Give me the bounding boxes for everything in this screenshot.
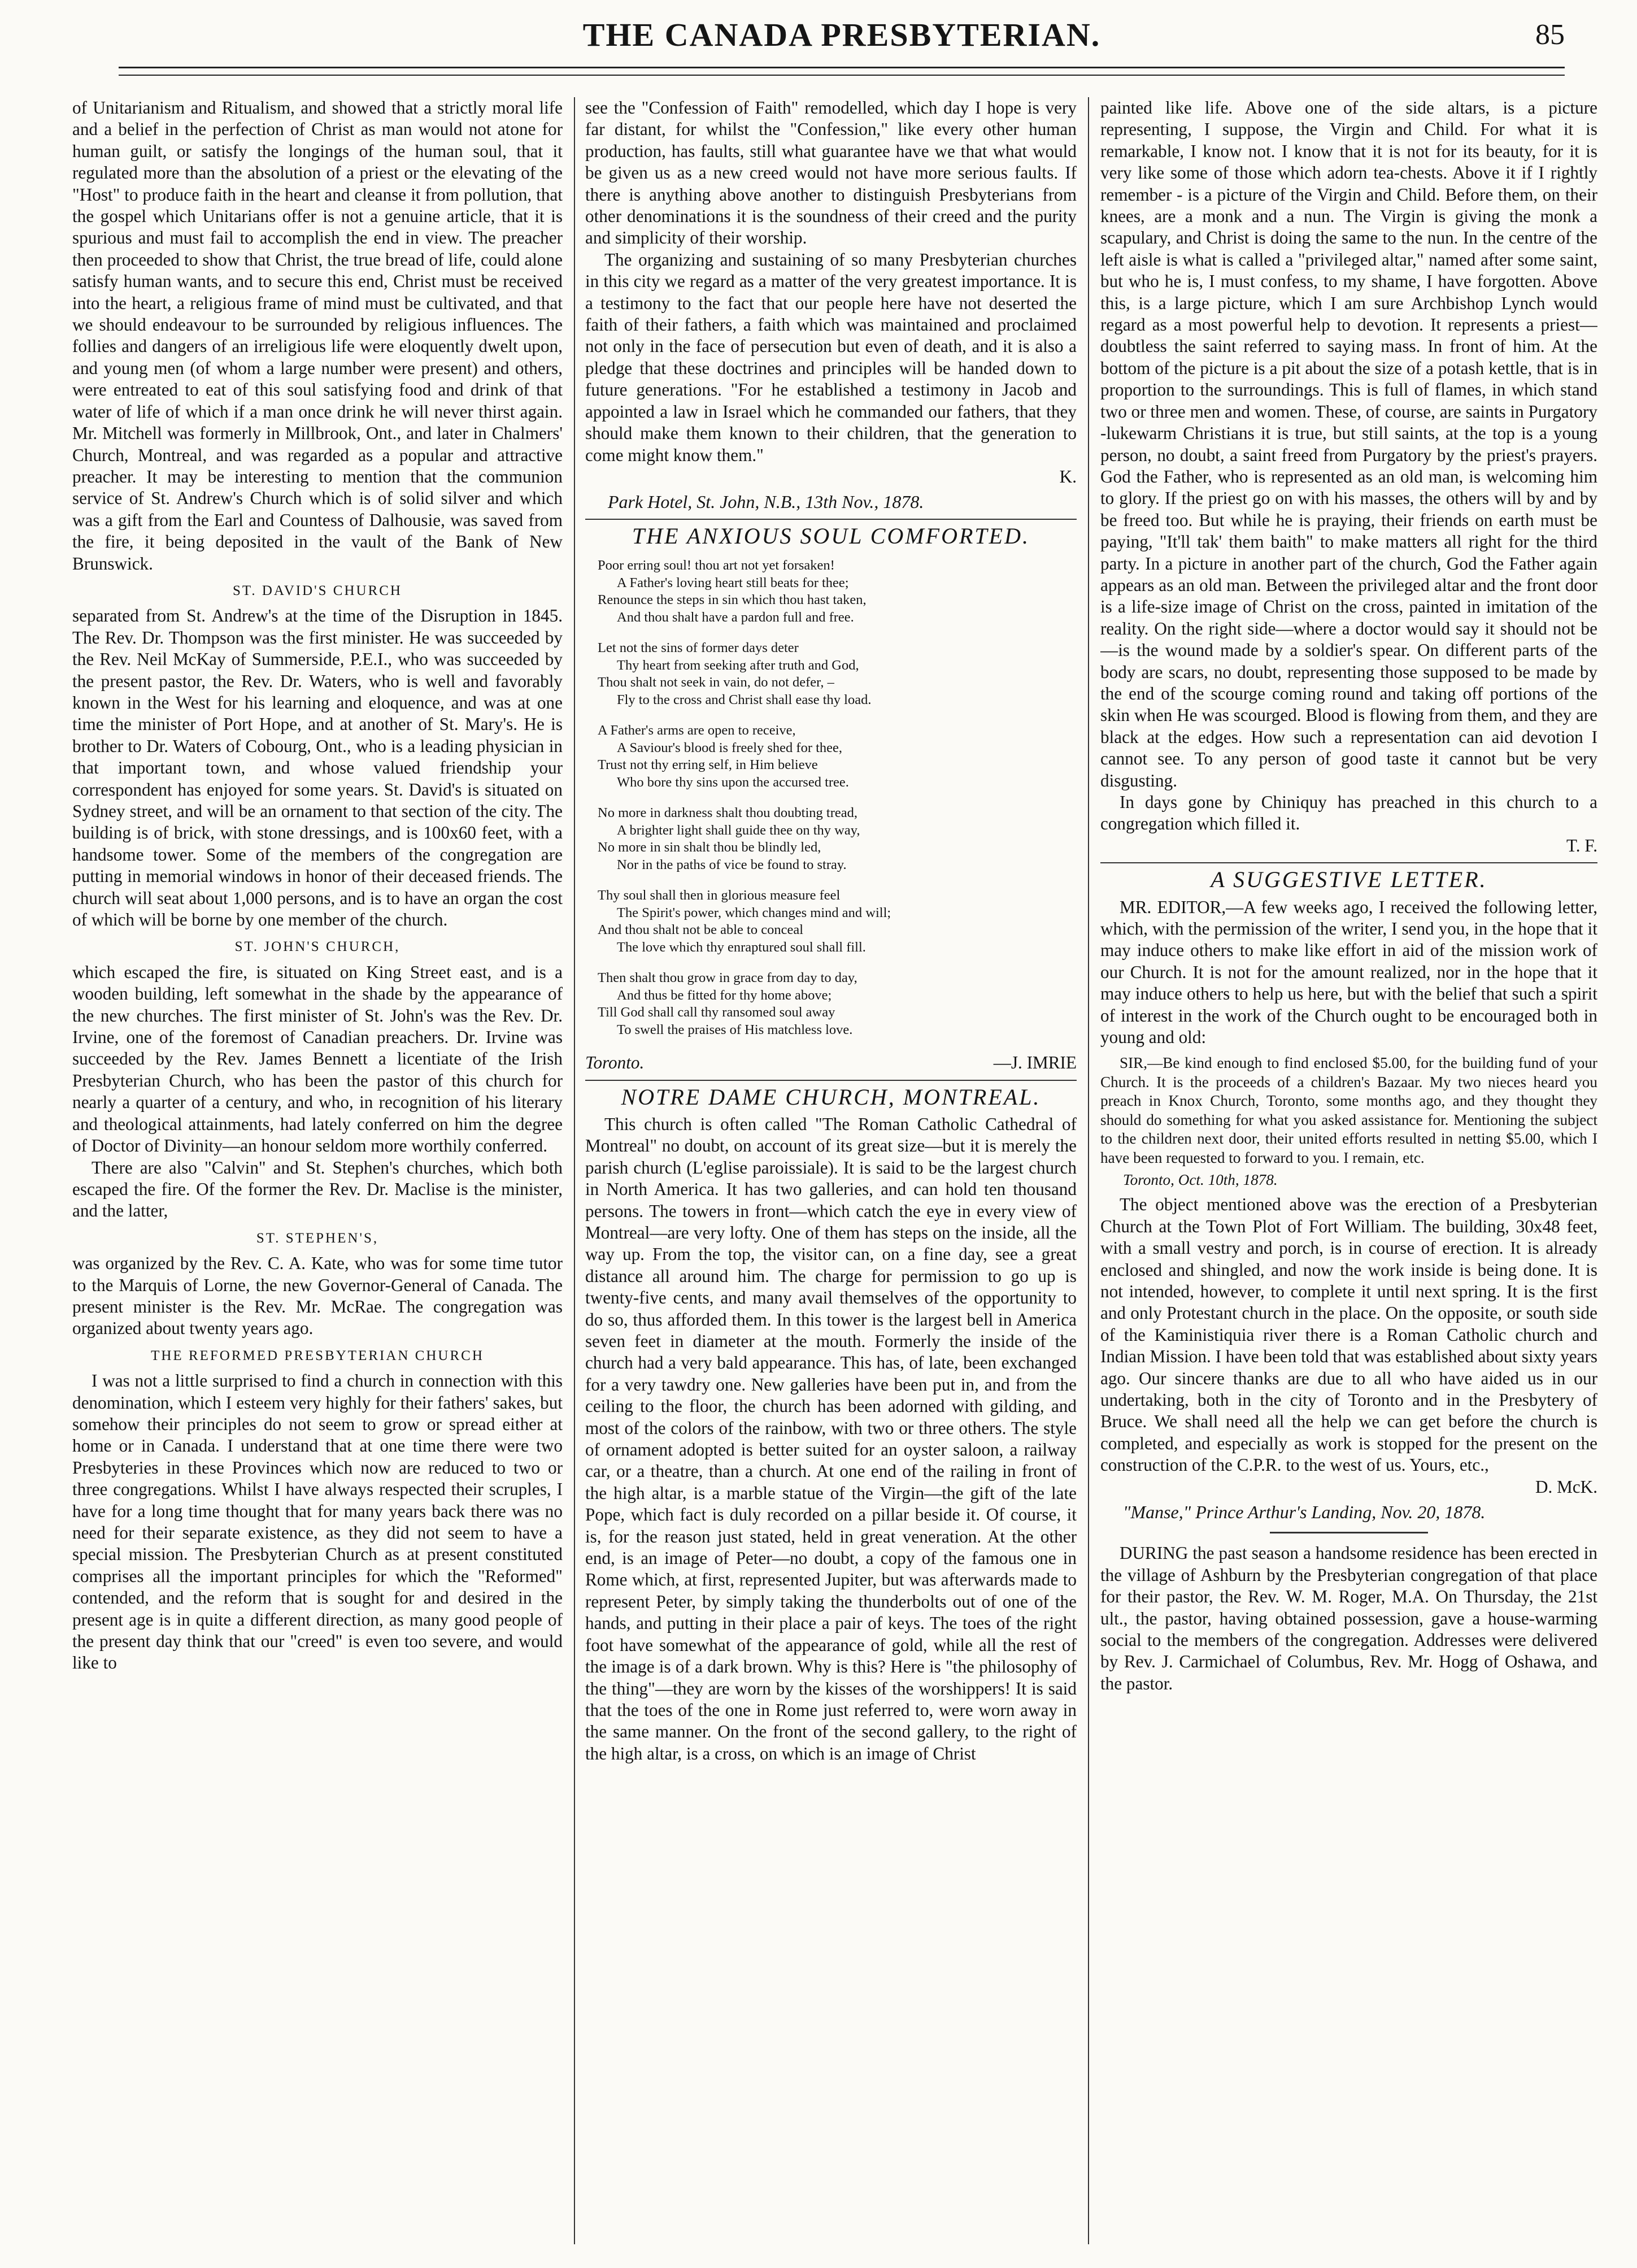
- column-3: [1100, 97, 1597, 2256]
- poem-line: A brighter light shall guide thee on thy way,: [617, 822, 860, 838]
- article-title-suggestive-letter: A SUGGESTIVE LETTER.: [1211, 867, 1487, 893]
- poem-line: Then shalt thou grow in grace from day to day,: [598, 970, 857, 986]
- poem-line: Thy soul shall then in glorious measure feel: [598, 888, 841, 903]
- signature-row: [1100, 1476, 1597, 1498]
- section-heading-reformed: THE REFORMED PRESBYTERIAN CHURCH: [151, 1348, 484, 1363]
- signature-row: [1100, 835, 1597, 857]
- poem-place: Toronto.: [585, 1053, 645, 1073]
- signature: K.: [1059, 466, 1077, 486]
- article-paragraph: There are also "Calvin" and St. Stephen's churches, which both escaped the fire. Of the former the Rev. Dr. Maclise is the minister, and the latter,: [72, 1157, 563, 1221]
- poem-stanza: [598, 805, 1077, 874]
- poem-line: Renounce the steps in sin which thou hast taken,: [598, 592, 867, 608]
- poem-author: —J. IMRIE: [993, 1053, 1077, 1073]
- poem-stanza: [598, 887, 1077, 956]
- poem-line: The love which thy enraptured soul shall fill.: [617, 939, 866, 955]
- masthead-title: THE CANADA PRESBYTERIAN.: [582, 16, 1101, 53]
- page-number: 85: [1535, 19, 1565, 51]
- signature-row: [585, 466, 1077, 488]
- poem-line: Till God shall call thy ransomed soul away: [598, 1005, 835, 1020]
- header-rule-bottom: [119, 75, 1565, 76]
- column-divider: [574, 97, 575, 2244]
- poem-line: Trust not thy erring self, in Him believe: [598, 757, 818, 773]
- dateline: "Manse," Prince Arthur's Landing, Nov. 20, 1878.: [1123, 1502, 1486, 1522]
- article-paragraph: of Unitarianism and Ritualism, and showed that a strictly moral life and a belief in the perfection of Christ as man would not atone for human guilt, or satisfy the longings of the human soul, that it regulated more than the absolution of a priest or the elevating of the "Host" to produce faith in the heart and cleanse it from pollution, that the gospel which Unitarians offer is not a genuine article, that it is spurious and must fail to accomplish the end in view. The preacher then proceeded to show that Christ, the true bread of life, could alone satisfy human wants, and to secure this end, Christ must be received into the heart, a religious frame of mind must be cultivated, and that we should endeavour to be surrounded by religious influences. The follies and dangers of an irreligious life were eloquently dwelt upon, and young men (of whom a large number were present) and others, were entreated to eat of this soul satisfying food and drink of that water of life of which if a man once drink he will never thirst again. Mr. Mitchell was formerly in Millbrook, Ont., and later in Chalmers' Church, Montreal, and was regarded as a popular and attractive preacher. It may be interesting to mention that the communion service of St. Andrew's Church which is of solid silver and which was a gift from the Earl and Countess of Dalhousie, was saved from the fire, it being deposited in the vault of the Bank of New Brunswick.: [72, 98, 563, 573]
- poem-line: Let not the sins of former days deter: [598, 640, 799, 656]
- section-heading-st-davids: ST. DAVID'S CHURCH: [233, 583, 402, 598]
- poem-attribution: [585, 1052, 1077, 1074]
- poem-line: To swell the praises of His matchless love.: [617, 1022, 853, 1037]
- short-rule: [1270, 1532, 1428, 1533]
- poem-line: No more in sin shalt thou be blindly led,: [598, 840, 821, 855]
- article-paragraph: DURING the past season a handsome residence has been erected in the village of Ashburn by the Presbyterian congregation of that place for their pastor, the Rev. W. M. Roger, M.A. On Thursday, the 21st ult., the pastor, having obtained possession, gave a house-warming social to the members of the congregation. Addresses were delivered by Rev. J. Carmichael of Columbus, Rev. Mr. Hogg of Oshawa, and the pastor.: [1100, 1543, 1597, 1693]
- section-rule: [585, 1080, 1077, 1081]
- poem-line: A Saviour's blood is freely shed for thee,: [617, 740, 843, 755]
- article-title-notre-dame: NOTRE DAME CHURCH, MONTREAL.: [621, 1084, 1041, 1110]
- article-paragraph: This church is often called "The Roman Catholic Cathedral of Montreal" no doubt, on account of its great size—but it is merely the parish church (L'eglise paroissiale). It is said to be the largest church in North America. It has two galleries, and can hold ten thousand persons. The towers in front—which catch the eye in every view of Montreal—are very lofty. One of them has steps on the inside, all the way up. From the top, the visitor can, on a fine day, see a great distance all around him. The charge for permission to go up is twenty-five cents, and many avail themselves of the opportunity to do so, thus afforded them. In this tower is the largest bell in America seven feet in diameter at the mouth. Formerly the inside of the church had a very bald appearance. This has, of late, been exchanged for a very tawdry one. New galleries have been put in, and from the ceiling to the floor, the church has been adorned with gilding, and most of the colors of the rainbow, with two or three others. The style of ornament adopted is better suited for an oyster saloon, a railway car, or a theatre, than a church. At one end of the railing in front of the high altar, is a marble statue of the Virgin—the gift of the late Pope, which fact is duly recorded on a pillar beside it. Of course, it is, for the reason just stated, held in great veneration. At the other end, is an image of Peter—no doubt, a copy of the famous one in Rome which, at first, represented Jupiter, but was afterwards made to represent Peter, by simply taking the thunderbolts out of one of the hands, and putting in their place a pair of keys. The toes of the right foot have somewhat of the appearance of gold, while all the rest of the image is of a dark brown. Why is this? Here is "the philosophy of the thing"—they are worn by the kisses of the worshippers! It is said that the toes of the one in Rome just referred to, were worn away in the same manner. On the front of the second gallery, to the right of the high altar, is a cross, on which is an image of Christ: [585, 1114, 1077, 1763]
- letter-date: Toronto, Oct. 10th, 1878.: [1123, 1171, 1278, 1188]
- article-paragraph: separated from St. Andrew's at the time of the Disruption in 1845. The Rev. Dr. Thompson was the first minister. He was succeeded by the Rev. Neil McKay of Summerside, P.E.I., who was succeeded by the present pastor, the Rev. Dr. Waters, who is well and favorably known in the West for his learning and eloquence, and was at one time the minister of Port Hope, and at another of St. Mary's. He is brother to Dr. Waters of Cobourg, Ont., who is a leading physician in that important town, and whose valued friendship your correspondent has enjoyed for some years. St. David's is situated on Sydney street, and will be an ornament to that section of the city. The building is of brick, with stone dressings, and is 100x60 feet, with a handsome tower. Some of the members of the congregation are putting in memorial windows in honor of their deceased friends. The church will seat about 1,000 persons, and is to have an organ the cost of which will be borne by one member of the church.: [72, 606, 563, 930]
- column-divider: [1088, 97, 1089, 2244]
- poem-stanza: [598, 970, 1077, 1039]
- poem-line: And thus be fitted for thy home above;: [617, 987, 832, 1003]
- poem-line: And thou shalt not be able to conceal: [598, 922, 803, 938]
- poem-line: And thou shalt have a pardon full and free.: [617, 609, 854, 625]
- signature: T. F.: [1566, 835, 1597, 855]
- article-paragraph: painted like life. Above one of the side altars, is a picture representing, I suppose, the Virgin and Child. For what it is remarkable, I know not. I know that it is not for its beauty, for it is very like some of those which adorn tea-chests. Above it if I rightly remember - is a picture of the Virgin and Child. Before them, on their knees, are a monk and a nun. The Virgin is giving the monk a scapulary, and Christ is doing the same to the nun. In the centre of the left aisle is what is called a "privileged altar," named after some saint, but who he is, I must confess, to my shame, I have forgotten. Above this, is a large picture, which I am sure Archbishop Lynch would regard as a most powerful help to devotion. It represents a priest—doubtless the saint referred to saying mass. In front of him. At the bottom of the picture is a pit about the size of a potash kettle, that is in proportion to the surroundings. This is full of flames, in which stand two or three men and women. These, of course, are saints in Purgatory -lukewarm Christians it is true, but still saints, at the top is a young person, no doubt, a saint freed from Purgatory by the priest's prayers. God the Father, who is represented as an old man, is welcoming him to glory. If the priest go on with his masses, the others will by and by be freed too. But while he is praying, their friends on earth must be paying, "It'll tak' them baith" to make matters all right for the third party. In a picture in another part of the church, God the Father again appears as an old man. Between the privileged altar and the front door is a life-size image of Christ on the cross, painted in imitation of the reality. On the right side—where a doctor would say it should not be—is the wound made by a soldier's spear. On different parts of the body are scars, no doubt, representing those supposed to be made by the end of the scourge coming round and taking off portions of the skin when He was scourged. Blood is flowing from them, and they are black at the edges. How such a representation can aid devotion I cannot see. To any person of good taste it cannot but be very disgusting.: [1100, 98, 1597, 790]
- article-paragraph: see the "Confession of Faith" remodelled, which day I hope is very far distant, for whilst the "Confession," like every other human production, has faults, still what guarantee have we that what would be given us as a new creed would not have more serious faults. If there is anything above another to distinguish Presbyterians from other denominations it is the soundness of their creed and the purity and simplicity of their worship.: [585, 98, 1077, 248]
- article-paragraph: was organized by the Rev. C. A. Kate, who was for some time tutor to the Marquis of Lorne, the new Governor-General of Canada. The present minister is the Rev. Mr. McRae. The congregation was organized about twenty years ago.: [72, 1253, 563, 1339]
- poem-line: Poor erring soul! thou art not yet forsaken!: [598, 558, 835, 573]
- poem-line: Thy heart from seeking after truth and God,: [617, 657, 859, 673]
- section-heading-st-johns: ST. JOHN'S CHURCH,: [234, 939, 400, 955]
- poem-line: No more in darkness shalt thou doubting tread,: [598, 805, 857, 821]
- section-rule: [585, 519, 1077, 520]
- article-paragraph: The organizing and sustaining of so many Presbyterian churches in this city we regard as a matter of the very greatest importance. It is a testimony to the fact that our people here have not deserted the faith of their fathers, a faith which was maintained and proclaimed not only in the face of persecution but even of death, and it is also a pledge that these doctrines and principles will be handed down to future generations. "For he established a testimony in Jacob and appointed a law in Israel which he commanded our fathers, that they should make them known to their children, that the generation to come might know them.": [585, 249, 1077, 465]
- poem-line: Thou shalt not seek in vain, do not defer, –: [598, 675, 834, 690]
- article-paragraph: I was not a little surprised to find a church in connection with this denomination, which I esteem very highly for their fathers' sakes, but somehow their principles do not seem to grow or spread either at home or in Canada. I understand that at one time there were two Presbyteries in these Provinces which now are reduced to two or three congregations. Whilst I have always respected their scruples, I have for a long time thought that for many years back there was no need for their separate existence, as they did not seem to have a special mission. The Presbyterian Church as at present constituted comprises all the important principles for which the "Reformed" contended, and the reform that is sought for and desired in the present age is in quite a different direction, as many good people of the present day think that our "creed" is even too severe, and would like to: [72, 1371, 563, 1673]
- poem-line: A Father's arms are open to receive,: [598, 723, 796, 738]
- article-paragraph: In days gone by Chiniquy has preached in this church to a congregation which filled it.: [1100, 792, 1597, 834]
- header-rule-top: [119, 67, 1565, 68]
- poem-line: Nor in the paths of vice be found to stray.: [617, 857, 847, 872]
- article-paragraph: which escaped the fire, is situated on King Street east, and is a wooden building, left somewhat in the shade by the appearance of the new churches. The first minister of St. John's was the Rev. Dr. Irvine, one of the foremost of Canadian preachers. Dr. Irvine was succeeded by the Rev. James Bennett a licentiate of the Irish Presbyterian Church, who has been the pastor of this church for nearly a quarter of a century, and who, in recognition of his literary and theological attainments, had lately conferred on him the degree of Doctor of Divinity—an honour seldom more worthily conferred.: [72, 962, 563, 1156]
- poem-line: The Spirit's power, which changes mind and will;: [617, 905, 891, 920]
- section-heading-st-stephens: ST. STEPHEN'S,: [256, 1230, 379, 1246]
- section-rule: [1100, 862, 1597, 863]
- article-paragraph: MR. EDITOR,—A few weeks ago, I received the following letter, which, with the permission of the writer, I send you, in the hope that it may induce others to make like effort in aid of the mission work of our Church. It is not for the amount realized, nor in the hope that it may induce others to help us here, but with the belief that such a spirit of interest in the work of the Church ought to be encouraged both in young and old:: [1100, 897, 1597, 1048]
- quoted-letter: SIR,—Be kind enough to find enclosed $5.00, for the building fund of your Church. It is the proceeds of a children's Bazaar. My two nieces heard you preach in Knox Church, Toronto, some months ago, and they thought they should do something for what you asked assistance for. Mentioning the subject to the children next door, their united efforts resulted in netting $5.00, which I have been requested to forward to you. I remain, etc.: [1100, 1054, 1597, 1166]
- column-1: [72, 97, 563, 2256]
- poem: [585, 557, 1077, 1039]
- poem-line: Fly to the cross and Christ shall ease thy load.: [617, 692, 872, 707]
- poem-stanza: [598, 722, 1077, 791]
- column-2: [585, 97, 1077, 2256]
- poem-title: THE ANXIOUS SOUL COMFORTED.: [632, 523, 1030, 549]
- article-paragraph: The object mentioned above was the erection of a Presbyterian Church at the Town Plot of Fort William. The building, 30x48 feet, with a small vestry and porch, is in course of erection. It is already enclosed and shingled, and now the work inside is being done. It is not intended, however, to complete it until next spring. It is the first and only Protestant church in the place. On the opposite, or south side of the Kaministiquia river there is a Roman Catholic church and Indian Mission. I have been told that was established about sixty years ago. Our sincere thanks are due to all who have aided us in our undertaking, both in the city of Toronto and in the Presbytery of Bruce. We shall need all the help we can get before the church is completed, and especially as work is stopped for the present on the construction of the C.P.R. to the west of us. Yours, etc.,: [1100, 1194, 1597, 1475]
- dateline: Park Hotel, St. John, N.B., 13th Nov., 1878.: [608, 492, 924, 512]
- poem-stanza: [598, 557, 1077, 626]
- poem-stanza: [598, 640, 1077, 709]
- signature: D. McK.: [1535, 1476, 1597, 1497]
- page-header: [119, 16, 1565, 55]
- poem-line: A Father's loving heart still beats for thee;: [617, 575, 849, 590]
- poem-line: Who bore thy sins upon the accursed tree.: [617, 774, 849, 790]
